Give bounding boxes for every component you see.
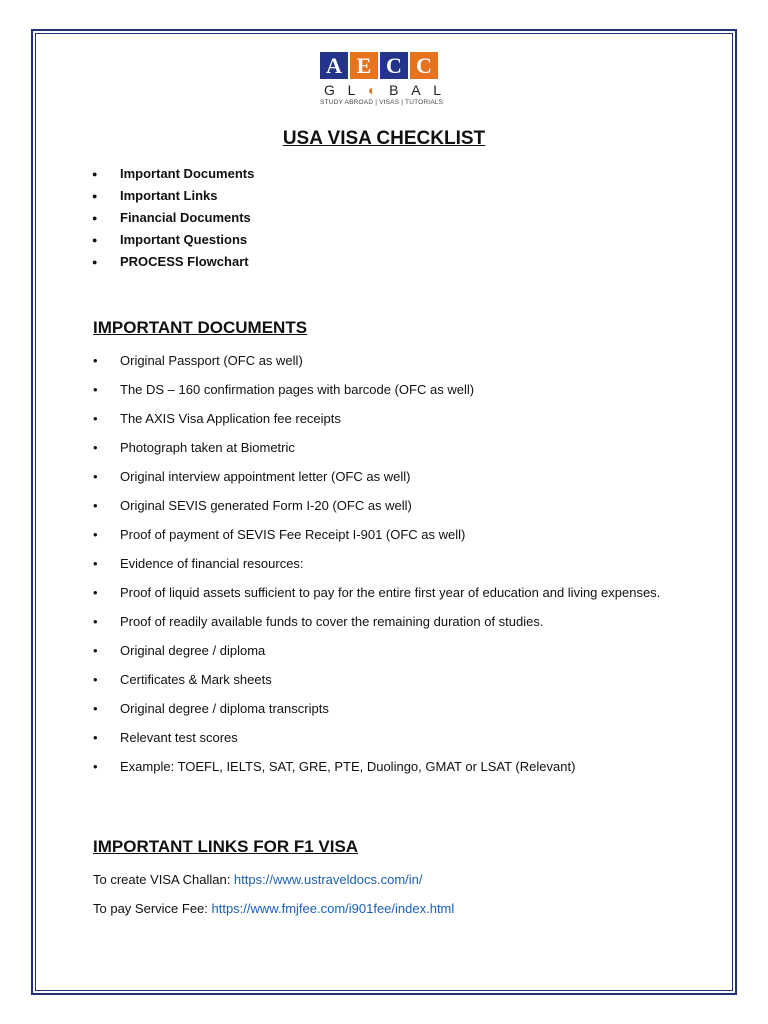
- page-title: USA VISA CHECKLIST: [282, 128, 486, 149]
- document-item: • Original interview appointment letter (OFC as well): [92, 467, 672, 486]
- document-item: • Original degree / diploma: [92, 641, 672, 660]
- document-item: • Evidence of financial resources:: [92, 554, 672, 573]
- table-of-contents: [92, 165, 254, 275]
- documents-list: [92, 351, 672, 786]
- document-item: • Proof of readily available funds to cover the remaining duration of studies.: [92, 612, 672, 631]
- challan-link[interactable]: https://www.ustraveldocs.com/in/: [233, 872, 423, 887]
- challan-link-line: [93, 872, 423, 887]
- document-item: • Original degree / diploma transcripts: [92, 699, 672, 718]
- toc-item: ● Financial Documents: [92, 209, 254, 231]
- document-item: • Photograph taken at Biometric: [92, 438, 672, 457]
- logo-letter-boxes: [320, 52, 448, 79]
- document-item: • The AXIS Visa Application fee receipts: [92, 409, 672, 428]
- logo-global-a: A: [411, 82, 422, 98]
- logo-global-word: [320, 82, 442, 98]
- document-item: • Relevant test scores: [92, 728, 672, 747]
- toc-item: ● Important Questions: [92, 231, 254, 253]
- links-heading: IMPORTANT LINKS FOR F1 VISA: [93, 837, 359, 856]
- fee-link-line: [93, 901, 454, 916]
- document-item: • Proof of payment of SEVIS Fee Receipt I-901 (OFC as well): [92, 525, 672, 544]
- document-item: • Original SEVIS generated Form I-20 (OFC as well): [92, 496, 672, 515]
- logo-swirl-icon: ◐: [368, 82, 378, 98]
- logo-global-l2: L: [433, 82, 442, 98]
- fee-link[interactable]: https://www.fmjfee.com/i901fee/index.html: [211, 901, 455, 916]
- document-item: • Certificates & Mark sheets: [92, 670, 672, 689]
- toc-item: ● Important Links: [92, 187, 254, 209]
- document-item: • The DS – 160 confirmation pages with barcode (OFC as well): [92, 380, 672, 399]
- logo-tagline: STUDY ABROAD | VISAS | TUTORIALS: [320, 99, 444, 106]
- logo-letter-c1: C: [380, 52, 408, 79]
- logo-letter-a: A: [320, 52, 348, 79]
- toc-item: ● PROCESS Flowchart: [92, 253, 254, 275]
- documents-heading: IMPORTANT DOCUMENTS: [93, 318, 308, 337]
- fee-link-label: To pay Service Fee:: [93, 901, 212, 916]
- logo-global-g: G: [324, 82, 336, 98]
- logo-global-b: B: [389, 82, 400, 98]
- logo-letter-c2: C: [410, 52, 438, 79]
- document-item: • Original Passport (OFC as well): [92, 351, 672, 370]
- logo-global-l: L: [347, 82, 357, 98]
- logo-letter-e: E: [350, 52, 378, 79]
- aecc-global-logo: [320, 52, 448, 112]
- document-item: • Proof of liquid assets sufficient to pay for the entire first year of education and living expenses.: [92, 583, 672, 602]
- document-item: • Example: TOEFL, IELTS, SAT, GRE, PTE, Duolingo, GMAT or LSAT (Relevant): [92, 757, 672, 776]
- challan-link-label: To create VISA Challan:: [93, 872, 234, 887]
- toc-item: ● Important Documents: [92, 165, 254, 187]
